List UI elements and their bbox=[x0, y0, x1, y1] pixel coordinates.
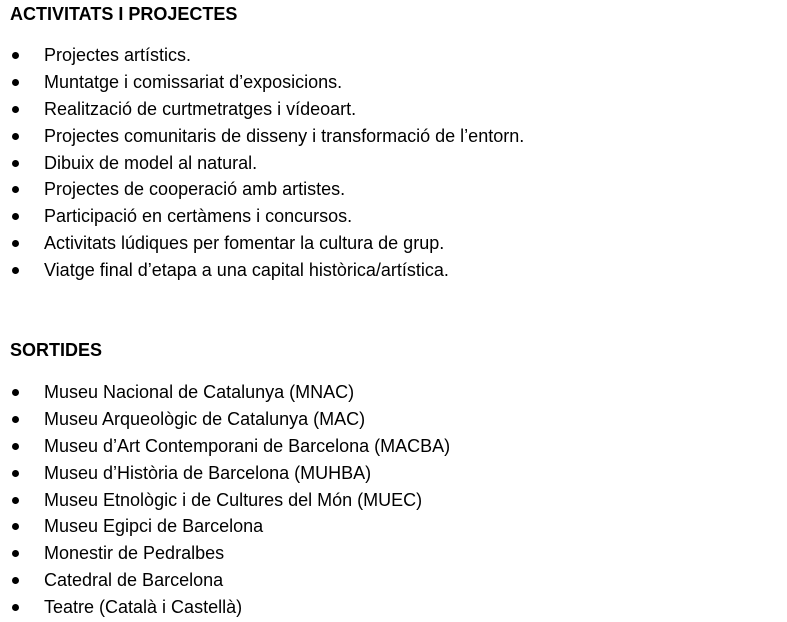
bullet-icon bbox=[12, 79, 19, 86]
list-item-text: Museu Egipci de Barcelona bbox=[44, 516, 264, 537]
list-item-text: Realització de curtmetratges i vídeoart. bbox=[44, 98, 357, 119]
list-item-text: Monestir de Pedralbes bbox=[44, 543, 225, 564]
list-item-text: Museu Etnològic i de Cultures del Món (MUEC) bbox=[44, 489, 423, 510]
list-item-text: Teatre (Català i Castellà) bbox=[44, 597, 243, 618]
list-item-text: Catedral de Barcelona bbox=[44, 570, 224, 591]
bullet-icon bbox=[12, 133, 19, 140]
bullet-icon bbox=[12, 416, 19, 423]
bullet-icon bbox=[12, 389, 19, 396]
bullet-icon bbox=[12, 186, 19, 193]
list-item-text: Projectes de cooperació amb artistes. bbox=[44, 179, 346, 200]
bullet-icon bbox=[12, 550, 19, 557]
bullet-icon bbox=[12, 604, 19, 611]
bullet-icon bbox=[12, 160, 19, 167]
list-item-text: Projectes comunitaris de disseny i transformació de l’entorn. bbox=[44, 125, 525, 146]
bullet-icon bbox=[12, 240, 19, 247]
list-item-text: Projectes artístics. bbox=[44, 45, 192, 65]
list-item-text: Muntatge i comissariat d’exposicions. bbox=[44, 71, 343, 92]
list-item-text: Museu Arqueològic de Catalunya (MAC) bbox=[44, 408, 366, 429]
section-title-sortides: SORTIDES bbox=[10, 340, 103, 360]
list-item-text: Dibuix de model al natural. bbox=[44, 152, 258, 173]
bullet-icon bbox=[12, 267, 19, 274]
list-item-text: Museu Nacional de Catalunya (MNAC) bbox=[44, 382, 355, 402]
list-item-text: Museu d’Art Contemporani de Barcelona (MACBA) bbox=[44, 435, 451, 456]
list-item-text: Participació en certàmens i concursos. bbox=[44, 206, 353, 227]
bullet-icon bbox=[12, 213, 19, 220]
bullet-icon bbox=[12, 577, 19, 584]
bullet-icon bbox=[12, 106, 19, 113]
section-title-activitats: ACTIVITATS I PROJECTES bbox=[10, 4, 238, 24]
bullet-icon bbox=[12, 497, 19, 504]
bullet-icon bbox=[12, 443, 19, 450]
list-item-text: Activitats lúdiques per fomentar la cultura de grup. bbox=[44, 233, 445, 254]
bullet-icon bbox=[12, 470, 19, 477]
bullet-icon bbox=[12, 52, 19, 59]
list-item-text: Viatge final d’etapa a una capital històrica/artística. bbox=[44, 260, 449, 281]
bullet-icon bbox=[12, 523, 19, 530]
list-item-text: Museu d’Història de Barcelona (MUHBA) bbox=[44, 462, 372, 483]
